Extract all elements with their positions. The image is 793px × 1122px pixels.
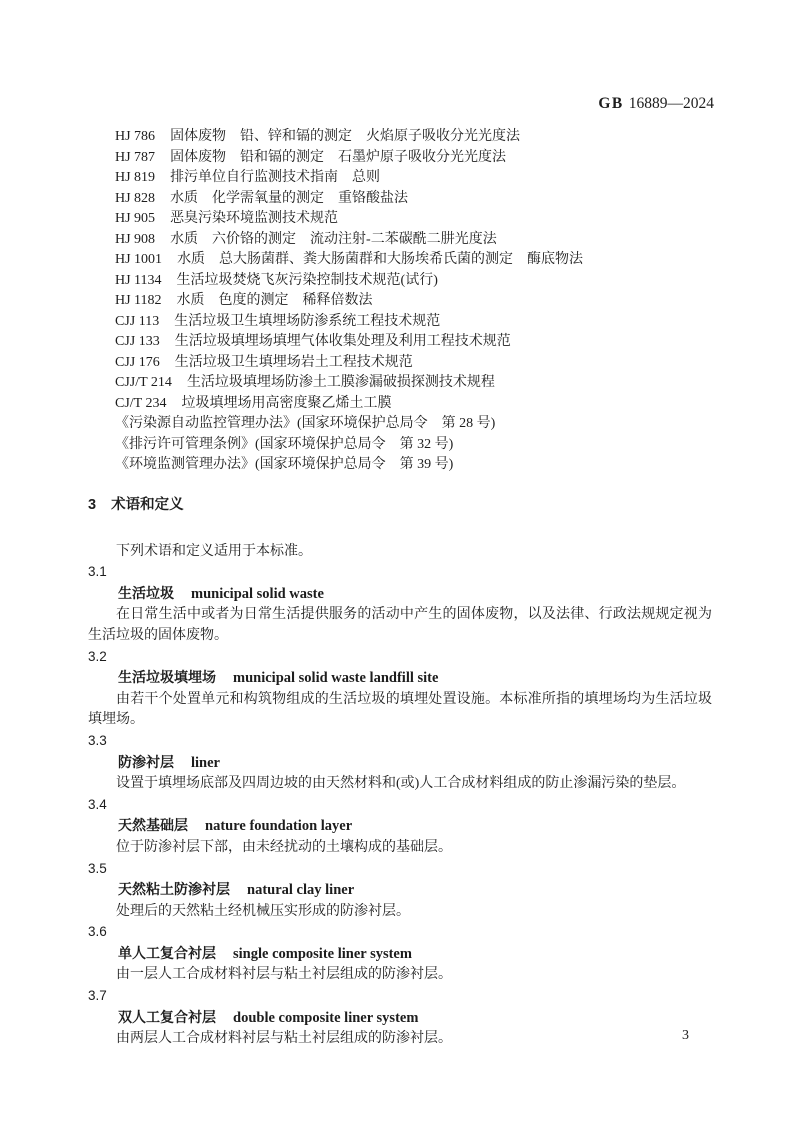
reference-title: 固体废物 铅、锌和镉的测定 火焰原子吸收分光光度法 xyxy=(170,129,521,144)
term-definition: 设置于填埋场底部及四周边坡的由天然材料和(或)人工合成材料组成的防止渗漏污染的垫层。 xyxy=(116,776,686,792)
term-en: double composite liner system xyxy=(233,1009,419,1026)
reference-code: HJ 786 xyxy=(115,129,156,144)
terms-list xyxy=(88,562,712,1050)
reference-code: HJ 819 xyxy=(115,170,156,185)
term-line xyxy=(88,879,712,902)
reference-code: HJ 908 xyxy=(115,231,156,247)
reference-item xyxy=(115,189,725,210)
reference-item xyxy=(115,291,725,312)
section-heading xyxy=(88,495,712,516)
reference-item xyxy=(115,353,725,374)
term-definition: 由一层人工合成材料衬层与粘土衬层组成的防渗衬层。 xyxy=(116,967,452,983)
reference-title: 生活垃圾卫生填埋场防渗系统工程技术规范 xyxy=(174,313,441,329)
reference-item xyxy=(115,271,725,292)
reference-title: 垃圾填埋场用高密度聚乙烯土工膜 xyxy=(181,395,392,411)
term-en: liner xyxy=(191,754,220,771)
reference-title: 生活垃圾填埋场填埋气体收集处理及利用工程技术规范 xyxy=(174,334,511,349)
reference-code: HJ 1182 xyxy=(115,293,162,308)
reference-title: 水质 六价铬的测定 流动注射-二苯碳酰二肼光度法 xyxy=(170,231,497,247)
regulation-item: 《污染源自动监控管理办法》(国家环境保护总局令 第 28 号) xyxy=(115,416,496,431)
term-definition: 在日常生活中或者为日常生活提供服务的活动中产生的固体废物，以及法律、行政法规规定视为生活垃圾的固体废物。 xyxy=(88,607,712,643)
term-line xyxy=(88,667,712,690)
term-block xyxy=(88,795,712,859)
reference-title: 恶臭污染环境监测技术规范 xyxy=(170,211,339,226)
term-number: 3.6 xyxy=(88,924,107,940)
reference-item xyxy=(115,148,725,169)
reference-item xyxy=(115,373,725,394)
term-block xyxy=(88,922,712,986)
reference-title: 水质 总大肠菌群、粪大肠菌群和大肠埃希氏菌的测定 酶底物法 xyxy=(177,252,584,267)
reference-code: HJ 1134 xyxy=(115,272,162,288)
term-number: 3.7 xyxy=(88,988,107,1004)
section-terms-and-definitions xyxy=(88,495,712,1050)
section-number: 3 xyxy=(88,497,97,513)
reference-title: 水质 色度的测定 稀释倍数法 xyxy=(176,293,373,308)
reference-code: CJJ/T 214 xyxy=(115,375,172,390)
regulation-item: 《环境监测管理办法》(国家环境保护总局令 第 39 号) xyxy=(115,457,454,472)
reference-code: HJ 787 xyxy=(115,149,156,165)
reference-code: HJ 905 xyxy=(115,211,156,226)
standard-code-header xyxy=(598,95,714,113)
term-definition: 由若干个处置单元和构筑物组成的生活垃圾的填埋处置设施。本标准所指的填埋场均为生活垃圾填埋场。 xyxy=(88,691,712,728)
term-en: municipal solid waste landfill site xyxy=(233,670,439,687)
term-zh: 防渗衬层 xyxy=(118,753,174,770)
term-definition: 处理后的天然粘土经机械压实形成的防渗衬层。 xyxy=(116,903,410,919)
reference-item xyxy=(115,168,725,189)
regulation-item: 《排污许可管理条例》(国家环境保护总局令 第 32 号) xyxy=(115,436,454,452)
reference-title: 生活垃圾填埋场防渗土工膜渗漏破损探测技术规程 xyxy=(186,375,495,390)
reference-item xyxy=(115,250,725,271)
term-zh: 天然基础层 xyxy=(118,817,188,834)
term-block xyxy=(88,647,712,731)
reference-item xyxy=(115,127,725,148)
term-number: 3.5 xyxy=(88,860,107,876)
term-zh: 单人工复合衬层 xyxy=(118,944,216,961)
term-line xyxy=(88,943,712,966)
term-en: single composite liner system xyxy=(233,945,412,962)
standard-code-number: 16889—2024 xyxy=(628,95,714,112)
page-number: 3 xyxy=(682,1028,689,1043)
term-line xyxy=(88,752,712,775)
reference-code: CJ/T 234 xyxy=(115,395,167,411)
term-block xyxy=(88,859,712,923)
reference-code: CJJ 133 xyxy=(115,334,160,349)
term-en: municipal solid waste xyxy=(191,585,324,602)
reference-title: 水质 化学需氧量的测定 重铬酸盐法 xyxy=(170,190,409,206)
standard-code-prefix: GB xyxy=(598,95,624,112)
term-en: nature foundation layer xyxy=(205,818,353,835)
term-block xyxy=(88,986,712,1050)
term-line xyxy=(88,1007,712,1030)
section-intro: 下列术语和定义适用于本标准。 xyxy=(116,543,312,559)
reference-item xyxy=(115,332,725,353)
term-number: 3.2 xyxy=(88,648,107,664)
term-number: 3.3 xyxy=(88,732,107,748)
reference-code: CJJ 113 xyxy=(115,313,160,329)
reference-title: 固体废物 铅和镉的测定 石墨炉原子吸收分光光度法 xyxy=(170,149,507,165)
reference-code: HJ 1001 xyxy=(115,252,163,267)
reference-item xyxy=(115,312,725,333)
term-line xyxy=(88,583,712,606)
term-definition: 由两层人工合成材料衬层与粘土衬层组成的防渗衬层。 xyxy=(116,1031,452,1047)
reference-code: HJ 828 xyxy=(115,190,156,206)
section-title: 术语和定义 xyxy=(111,497,184,513)
reference-code: CJJ 176 xyxy=(115,354,160,370)
term-en: natural clay liner xyxy=(247,882,355,899)
term-number: 3.1 xyxy=(88,564,107,580)
term-zh: 天然粘土防渗衬层 xyxy=(118,881,230,898)
term-definition: 位于防渗衬层下部，由未经扰动的土壤构成的基础层。 xyxy=(116,839,452,855)
reference-title: 排污单位自行监测技术指南 总则 xyxy=(170,170,381,185)
term-line xyxy=(88,815,712,838)
term-zh: 生活垃圾填埋场 xyxy=(118,669,216,686)
term-number: 3.4 xyxy=(88,796,107,812)
term-zh: 双人工复合衬层 xyxy=(118,1008,216,1025)
term-zh: 生活垃圾 xyxy=(118,584,174,601)
normative-references-list xyxy=(115,127,725,476)
term-block xyxy=(88,731,712,795)
reference-item xyxy=(115,230,725,251)
term-block xyxy=(88,562,712,646)
reference-item xyxy=(115,394,725,415)
reference-item xyxy=(115,209,725,230)
reference-title: 生活垃圾卫生填埋场岩土工程技术规范 xyxy=(174,354,413,370)
reference-title: 生活垃圾焚烧飞灰污染控制技术规范(试行) xyxy=(176,272,438,288)
